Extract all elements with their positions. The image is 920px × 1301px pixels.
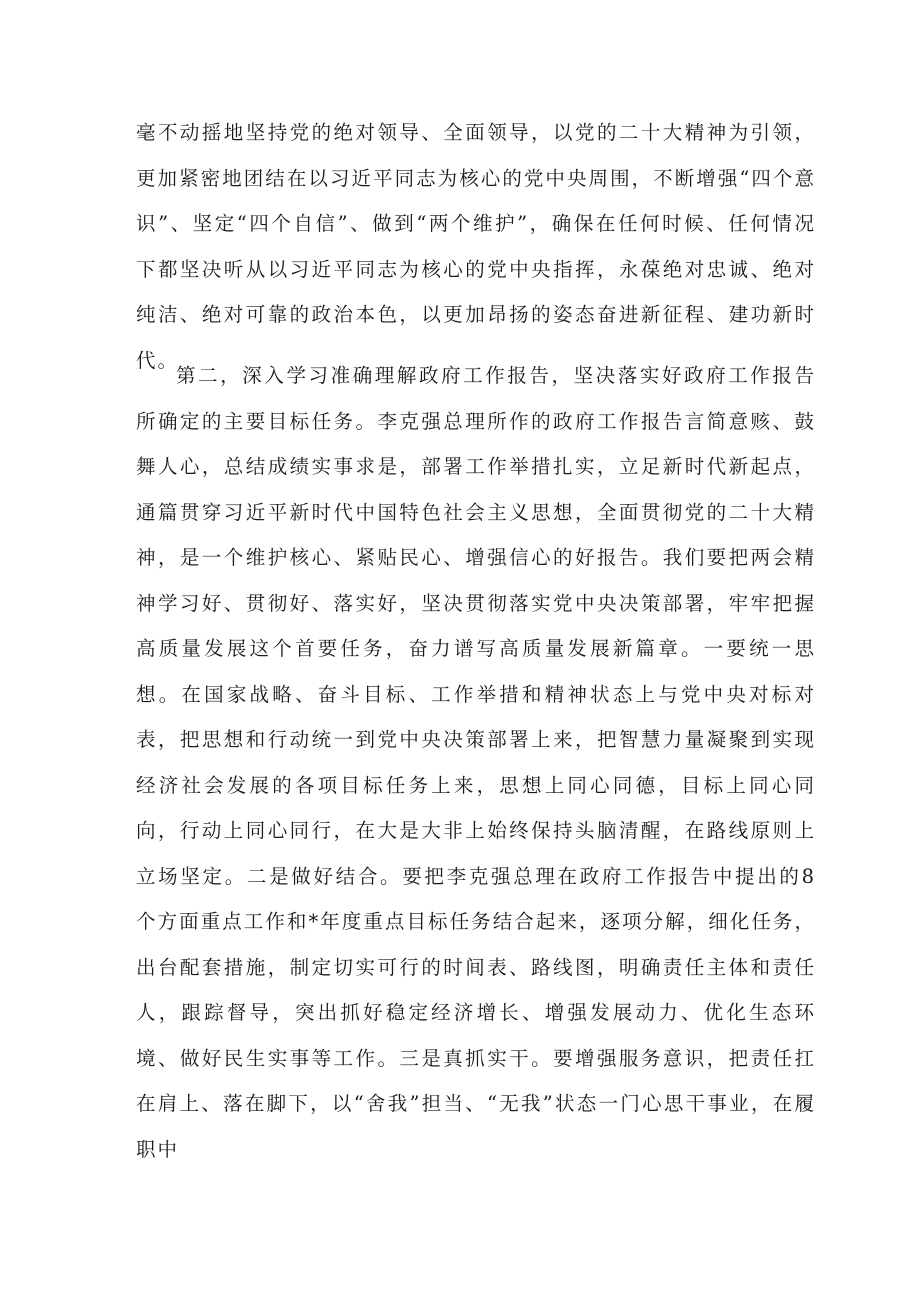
paragraph-continuation: 毫不动摇地坚持党的绝对领导、全面领导，以党的二十大精神为引领，更加紧密地团结在以习近平同志为核心的党中央周围，不断增强“四个意识”、坚定“四个自信”、做到“两个维护”，确保在任何时候、任何情况下都坚决听从以习近平同志为核心的党中央指挥，永葆绝对忠诚、绝对纯洁、绝对可靠的政治本色，以更加昂扬的姿态奋进新征程、建功新时代。: [136, 121, 816, 372]
paragraph-second-point: 第二，深入学习准确理解政府工作报告，坚决落实好政府工作报告所确定的主要目标任务。李克强总理所作的政府工作报告言简意赅、鼓舞人心，总结成绩实事求是，部署工作举措扎实，立足新时代新起点，通篇贯穿习近平新时代中国特色社会主义思想，全面贯彻党的二十大精神，是一个维护核心、紧贴民心、增强信心的好报告。我们要把两会精神学习好、贯彻好、落实好，坚决贯彻落实党中央决策部署，牢牢把握高质量发展这个首要任务，奋力谱写高质量发展新篇章。一要统一思想。在国家战略、奋斗目标、工作举措和精神状态上与党中央对标对表，把思想和行动统一到党中央决策部署上来，把智慧力量凝聚到实现经济社会发展的各项目标任务上来，思想上同心同德，目标上同心同向，行动上同心同行，在大是大非上始终保持头脑清醒，在路线原则上立场坚定。二是做好结合。要把李克强总理在政府工作报告中提出的8个方面重点工作和*年度重点目标任务结合起来，逐项分解，细化任务，出台配套措施，制定切实可行的时间表、路线图，明确责任主体和责任人，跟踪督导，突出抓好稳定经济增长、增强发展动力、优化生态环境、做好民生实事等工作。三是真抓实干。要增强服务意识，把责任扛在肩上、落在脚下，以“舍我”担当、“无我”状态一门心思干事业，在履职中: [136, 364, 816, 1161]
